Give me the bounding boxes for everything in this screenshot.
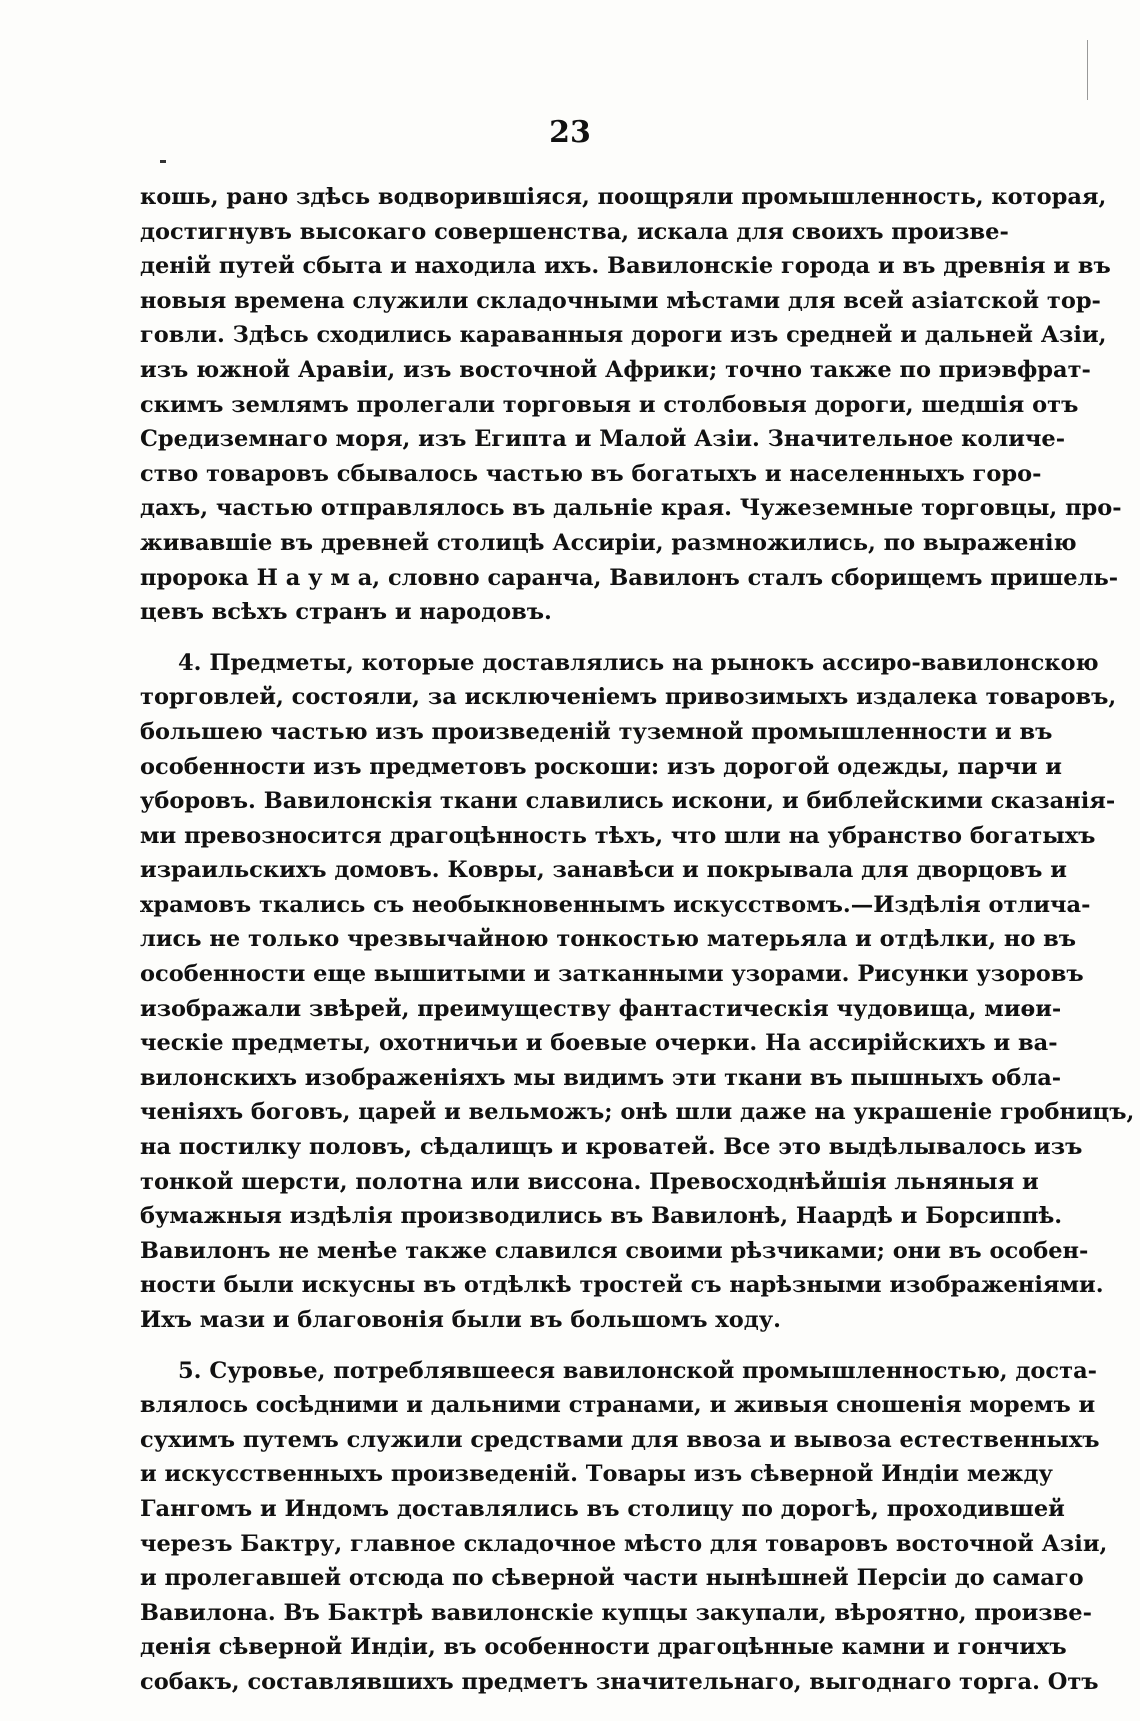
text-line: лись не только чрезвычайною тонкостью матерьяла и отдѣлки, но въ [140, 926, 1077, 953]
text-line: израильскихъ домовъ. Ковры, занавѣси и покрывала для дворцовъ и [140, 857, 1067, 884]
text-line: дахъ, частью отправлялось въ дальніе края. Чужеземные торговцы, про- [140, 495, 1122, 522]
text-line: уборовъ. Вавилонскія ткани славились искони, и библейскими сказанія- [140, 788, 1116, 815]
body-text [140, 180, 1135, 1700]
text-line: особенности изъ предметовъ роскоши: изъ дорогой одежды, парчи и [140, 753, 1062, 780]
text-line: Вавилонъ не менѣе также славился своими рѣзчиками; они въ особен- [140, 1237, 1089, 1264]
text-line: бумажныя издѣлія производились въ Вавилонѣ, Наардѣ и Борсиппѣ. [140, 1203, 1063, 1230]
text-line: пророка Н а у м а, словно саранча, Вавилонъ сталъ сборищемъ пришель- [140, 564, 1119, 591]
text-line: Ихъ мази и благовонія были въ большомъ ходу. [140, 1307, 781, 1333]
text-line: Средиземнаго моря, изъ Египта и Малой Азіи. Значительное количе- [140, 426, 1066, 453]
text-line: Гангомъ и Индомъ доставлялись въ столицу по дорогѣ, проходившей [140, 1495, 1065, 1522]
paragraph-continuation [140, 180, 1122, 630]
text-line: на постилку половъ, сѣдалищъ и кроватей. Все это выдѣлывалось изъ [140, 1134, 1083, 1161]
text-line: денія сѣверной Индіи, въ особенности драгоцѣнные камни и гончихъ [140, 1634, 1067, 1661]
text-line: черезъ Бактру, главное складочное мѣсто для товаровъ восточной Азіи, [140, 1530, 1108, 1557]
text-line: ми превозносится драгоцѣнность тѣхъ, что шли на убранство богатыхъ [140, 822, 1096, 849]
text-line: ческіе предметы, охотничьи и боевые очерки. На ассирійскихъ и ва- [140, 1030, 1058, 1057]
text-line: ство товаровъ сбывалось частью въ богатыхъ и населенныхъ горо- [140, 460, 1042, 487]
page-number: 23 [549, 115, 591, 150]
text-line: торговлей, состояли, за исключеніемъ привозимыхъ издалека товаровъ, [140, 684, 1117, 711]
text-line: особенности еще вышитыми и затканными узорами. Рисунки узоровъ [140, 961, 1084, 988]
text-line: 5. Суровье, потреблявшееся вавилонской промышленностью, доста- [178, 1357, 1097, 1384]
text-line: скимъ землямъ пролегали торговыя и столбовыя дороги, шедшія отъ [140, 391, 1079, 418]
text-line: и искусственныхъ произведеній. Товары изъ сѣверной Индіи между [140, 1461, 1053, 1488]
text-line: новыя времена служили складочными мѣстами для всей азіатской тор- [140, 287, 1101, 314]
text-line: ченіяхъ боговъ, царей и вельможъ; онѣ шли даже на украшеніе гробницъ, [140, 1099, 1135, 1126]
text-line: цевъ всѣхъ странъ и народовъ. [140, 599, 552, 626]
text-line: ности были искусны въ отдѣлкѣ тростей съ нарѣзными изображеніями. [140, 1272, 1104, 1299]
text-line: изображали звѣрей, преимуществу фантастическія чудовища, миѳи- [140, 995, 1062, 1022]
text-line: изъ южной Аравіи, изъ восточной Африки; точно также по приэвфрат- [140, 356, 1091, 383]
text-line: собакъ, составлявшихъ предметъ значительнаго, выгоднаго торга. Отъ [140, 1668, 1099, 1695]
text-line: тонкой шерсти, полотна или виссона. Превосходнѣйшія льняныя и [140, 1168, 1039, 1195]
text-line: достигнувъ высокаго совершенства, искала для своихъ произве- [140, 218, 1009, 245]
text-line: кошь, рано здѣсь водворившіяся, поощряли промышленность, которая, [140, 184, 1107, 210]
text-line: храмовъ ткались съ необыкновеннымъ искусствомъ.—Издѣлія отлича- [140, 891, 1091, 918]
text-line: говли. Здѣсь сходились караванныя дороги изъ средней и дальней Азіи, [140, 322, 1107, 349]
scan-mark-top [160, 160, 166, 163]
text-line: Вавилона. Въ Бактрѣ вавилонскіе купцы закупали, вѣроятно, произве- [140, 1599, 1092, 1626]
text-line: вилонскихъ изображеніяхъ мы видимъ эти ткани въ пышныхъ обла- [140, 1064, 1062, 1091]
text-line: сухимъ путемъ служили средствами для ввоза и вывоза естественныхъ [140, 1426, 1100, 1453]
scan-mark-edge [1087, 40, 1088, 100]
paragraph-5 [140, 1354, 1108, 1700]
paragraph-4 [140, 646, 1135, 1338]
text-line: и пролегавшей отсюда по сѣверной части нынѣшней Персіи до самаго [140, 1565, 1084, 1592]
text-line: деній путей сбыта и находила ихъ. Вавилонскіе города и въ древнія и въ [140, 253, 1111, 280]
text-line: 4. Предметы, которые доставлялись на рынокъ ассиро-вавилонскою [178, 649, 1099, 676]
text-line: живавшіе въ древней столицѣ Ассиріи, размножились, по выраженію [140, 529, 1077, 556]
text-line: влялось сосѣдними и дальними странами, и живыя сношенія моремъ и [140, 1392, 1096, 1419]
text-line: большею частью изъ произведеній туземной промышленности и въ [140, 718, 1053, 745]
